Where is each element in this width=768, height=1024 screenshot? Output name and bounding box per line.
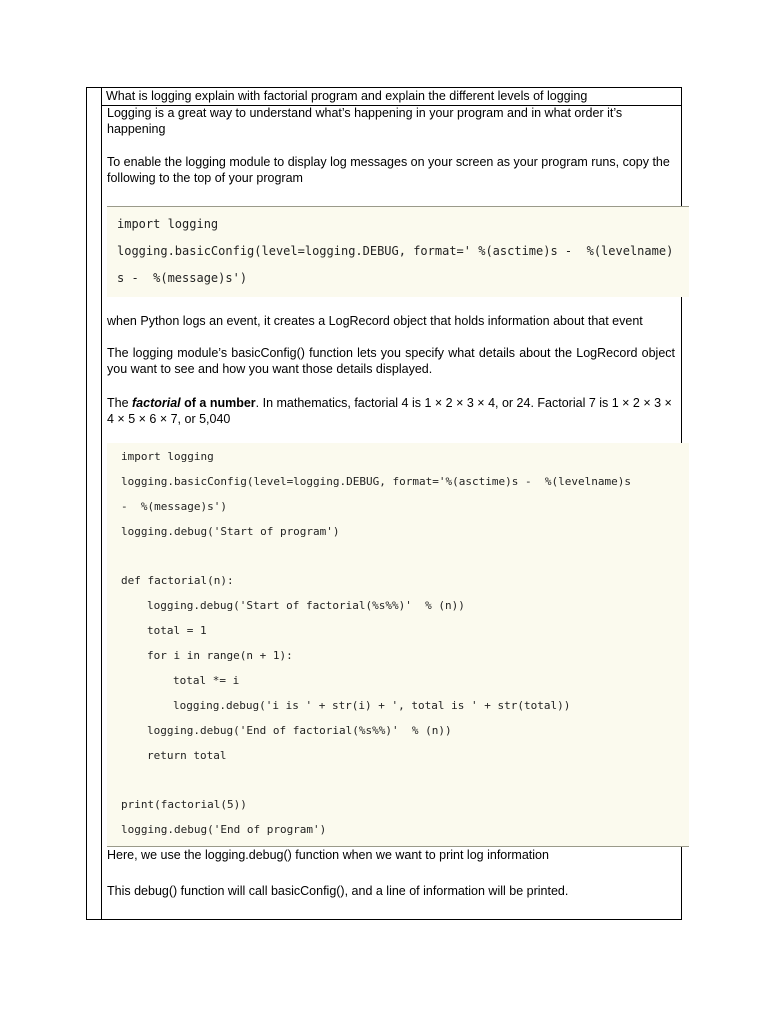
debug-use-paragraph: Here, we use the logging.debug() function when we want to print log information — [107, 848, 549, 862]
code-block-config — [107, 206, 689, 297]
basicconfig-paragraph: The logging module’s basicConfig() function lets you specify what details about the LogRecord object you want to see and how you want those details displayed. — [107, 346, 675, 376]
number-column — [87, 88, 102, 919]
code-line: s - %(message)s') — [117, 271, 248, 285]
question-text: What is logging explain with factorial program and explain the different levels of logging — [106, 89, 588, 103]
code-line: import logging — [117, 217, 219, 231]
intro-paragraph: Logging is a great way to understand what’s happening in your program and in what order it’s happening — [107, 106, 623, 136]
code-line: print(factorial(5)) — [121, 798, 247, 811]
code-line: import logging — [121, 450, 214, 463]
factorial-term: factorial — [132, 396, 181, 410]
code-line: logging.debug('End of factorial(%s%%)' % (n)) — [147, 724, 452, 737]
debug-call-paragraph: This debug() function will call basicConfig(), and a line of information will be printed. — [107, 884, 569, 898]
code-block-factorial — [107, 443, 689, 847]
code-line: logging.basicConfig(level=logging.DEBUG, format=' %(asctime)s - %(levelname) — [117, 244, 674, 258]
code-line: def factorial(n): — [121, 574, 234, 587]
logrecord-paragraph: when Python logs an event, it creates a LogRecord object that holds information about that event — [107, 314, 643, 328]
enable-paragraph: To enable the logging module to display log messages on your screen as your program runs, copy the following to the top of your program — [107, 155, 670, 185]
code-line: logging.debug('End of program') — [121, 823, 327, 836]
code-line: return total — [147, 749, 227, 762]
factorial-paragraph — [107, 395, 675, 427]
code-line: logging.debug('i is ' + str(i) + ', total is ' + str(total)) — [173, 699, 571, 712]
factorial-term-rest: of a number — [180, 396, 256, 410]
code-line: for i in range(n + 1): — [147, 649, 293, 662]
code-line: - %(message)s') — [121, 500, 227, 513]
code-line: total = 1 — [147, 624, 207, 637]
code-line: total *= i — [173, 674, 240, 687]
factorial-prefix: The — [107, 396, 133, 410]
code-line: logging.debug('Start of factorial(%s%%)' % (n)) — [147, 599, 465, 612]
factorial-definition: . In mathematics, factorial 4 is 1 × 2 × 3 × 4, or 24. Factorial 7 is 1 × 2 × 3 × 4 × 5 × 6 × 7, or 5,040 — [107, 396, 672, 426]
code-line: logging.debug('Start of program') — [121, 525, 340, 538]
code-line: logging.basicConfig(level=logging.DEBUG, format='%(asctime)s - %(levelname)s — [121, 475, 631, 488]
